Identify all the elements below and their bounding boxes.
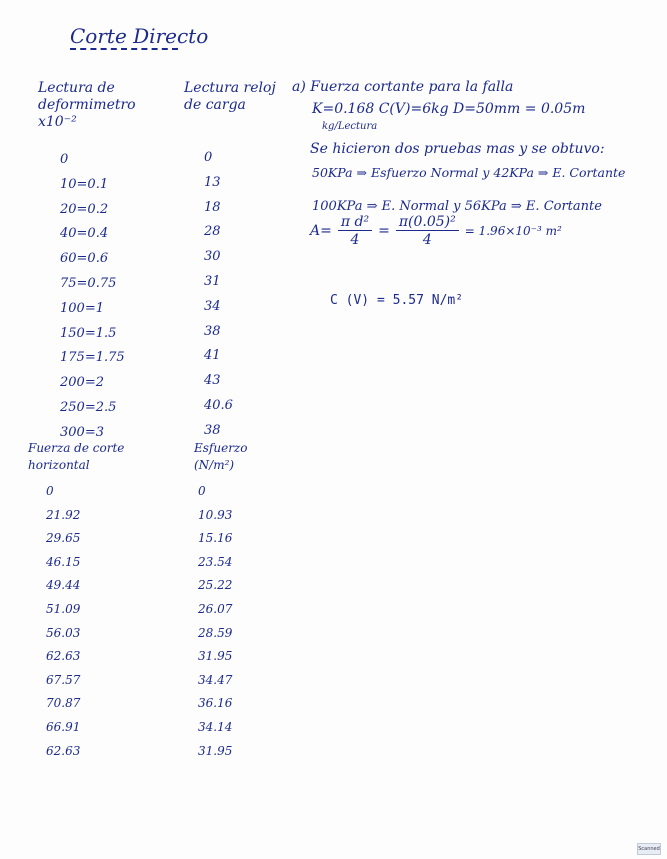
- fuerza-corte-value: 21.92: [46, 507, 81, 522]
- esfuerzo-value: 28.59: [198, 625, 233, 640]
- esfuerzo-value: 23.54: [198, 554, 233, 569]
- esfuerzo-value: 36.16: [198, 696, 233, 711]
- formula-equals: =: [378, 223, 390, 239]
- esfuerzo-value: 10.93: [198, 507, 233, 522]
- esfuerzo-value: 34.14: [198, 719, 233, 734]
- reloj-carga-reading: 34: [204, 298, 221, 314]
- fuerza-corte-value: 62.63: [46, 649, 81, 664]
- fuerza-corte-value: 70.87: [46, 696, 81, 711]
- note-line-fuerza: a) Fuerza cortante para la falla: [292, 79, 514, 95]
- deformimetro-reading: 75=0.75: [60, 275, 117, 291]
- table1-col2-header: Lectura reloj de carga: [184, 80, 276, 113]
- note-line-constants: K=0.168 C(V)=6kg D=50mm = 0.05m: [312, 101, 586, 117]
- esfuerzo-value: 26.07: [198, 601, 233, 616]
- deformimetro-reading: 250=2.5: [60, 399, 117, 415]
- fuerza-corte-value: 46.15: [46, 554, 81, 569]
- area-formula: [310, 214, 562, 248]
- reloj-carga-reading: 43: [204, 373, 221, 389]
- reloj-carga-reading: 0: [204, 150, 213, 165]
- title-underline: [70, 48, 178, 50]
- fuerza-corte-value: 0: [46, 484, 54, 498]
- formula-den1: 4: [350, 232, 360, 248]
- fuerza-corte-value: 29.65: [46, 531, 81, 546]
- table2-col1-list: [46, 480, 80, 763]
- reloj-carga-reading: 18: [204, 199, 221, 215]
- formula-num2: π(0.05)²: [396, 214, 459, 231]
- esfuerzo-value: 31.95: [198, 743, 233, 758]
- reloj-carga-reading: 30: [204, 249, 221, 265]
- page-title: Corte Directo: [70, 24, 209, 48]
- esfuerzo-value: 25.22: [198, 578, 233, 593]
- cv-result: C (V) = 5.57 N/m²: [330, 293, 464, 308]
- formula-fraction-2: [396, 214, 459, 248]
- fuerza-corte-value: 49.44: [46, 578, 81, 593]
- note-line-pruebas: Se hicieron dos pruebas mas y se obtuvo:: [310, 141, 605, 157]
- formula-lhs: A=: [310, 223, 332, 239]
- reloj-carga-reading: 13: [204, 174, 221, 190]
- scanner-logo-badge: Scanned: [637, 843, 661, 855]
- table1-col1-list: [60, 148, 125, 446]
- table2-col1-header: Fuerza de corte horizontal: [28, 441, 125, 472]
- table1-col2-list: [204, 146, 233, 444]
- table2-col2-list: [198, 480, 232, 763]
- formula-num1: π d²: [338, 214, 372, 231]
- table2-col2-header: Esfuerzo (N/m²): [194, 441, 248, 472]
- deformimetro-reading: 200=2: [60, 375, 104, 391]
- formula-fraction-1: [338, 214, 372, 248]
- esfuerzo-value: 15.16: [198, 531, 233, 546]
- deformimetro-reading: 0: [60, 152, 69, 167]
- deformimetro-reading: 150=1.5: [60, 325, 117, 341]
- reloj-carga-reading: 40.6: [204, 397, 233, 413]
- reloj-carga-reading: 41: [204, 348, 221, 364]
- note-line-prueba-100: 100KPa ⇒ E. Normal y 56KPa ⇒ E. Cortante: [312, 199, 602, 214]
- fuerza-corte-value: 66.91: [46, 719, 81, 734]
- esfuerzo-value: 34.47: [198, 672, 233, 687]
- fuerza-corte-value: 56.03: [46, 625, 81, 640]
- fuerza-corte-value: 67.57: [46, 672, 81, 687]
- fuerza-corte-value: 51.09: [46, 601, 81, 616]
- table1-col1-header: Lectura de deformimetro x10⁻²: [38, 80, 136, 130]
- esfuerzo-value: 0: [198, 484, 206, 498]
- deformimetro-reading: 60=0.6: [60, 251, 109, 267]
- deformimetro-reading: 100=1: [60, 300, 104, 316]
- reloj-carga-reading: 38: [204, 323, 221, 339]
- formula-result: = 1.96×10⁻³ m²: [464, 224, 562, 238]
- deformimetro-reading: 10=0.1: [60, 176, 109, 192]
- reloj-carga-reading: 31: [204, 273, 221, 289]
- deformimetro-reading: 20=0.2: [60, 201, 109, 217]
- note-line-prueba-50: 50KPa ⇒ Esfuerzo Normal y 42KPa ⇒ E. Cortante: [312, 165, 626, 180]
- reloj-carga-reading: 28: [204, 224, 221, 240]
- formula-den2: 4: [422, 232, 432, 248]
- deformimetro-reading: 300=3: [60, 424, 104, 440]
- deformimetro-reading: 40=0.4: [60, 226, 109, 242]
- note-line-units: kg/Lectura: [322, 121, 378, 132]
- esfuerzo-value: 31.95: [198, 649, 233, 664]
- deformimetro-reading: 175=1.75: [60, 350, 125, 366]
- fuerza-corte-value: 62.63: [46, 743, 81, 758]
- reloj-carga-reading: 38: [204, 422, 221, 438]
